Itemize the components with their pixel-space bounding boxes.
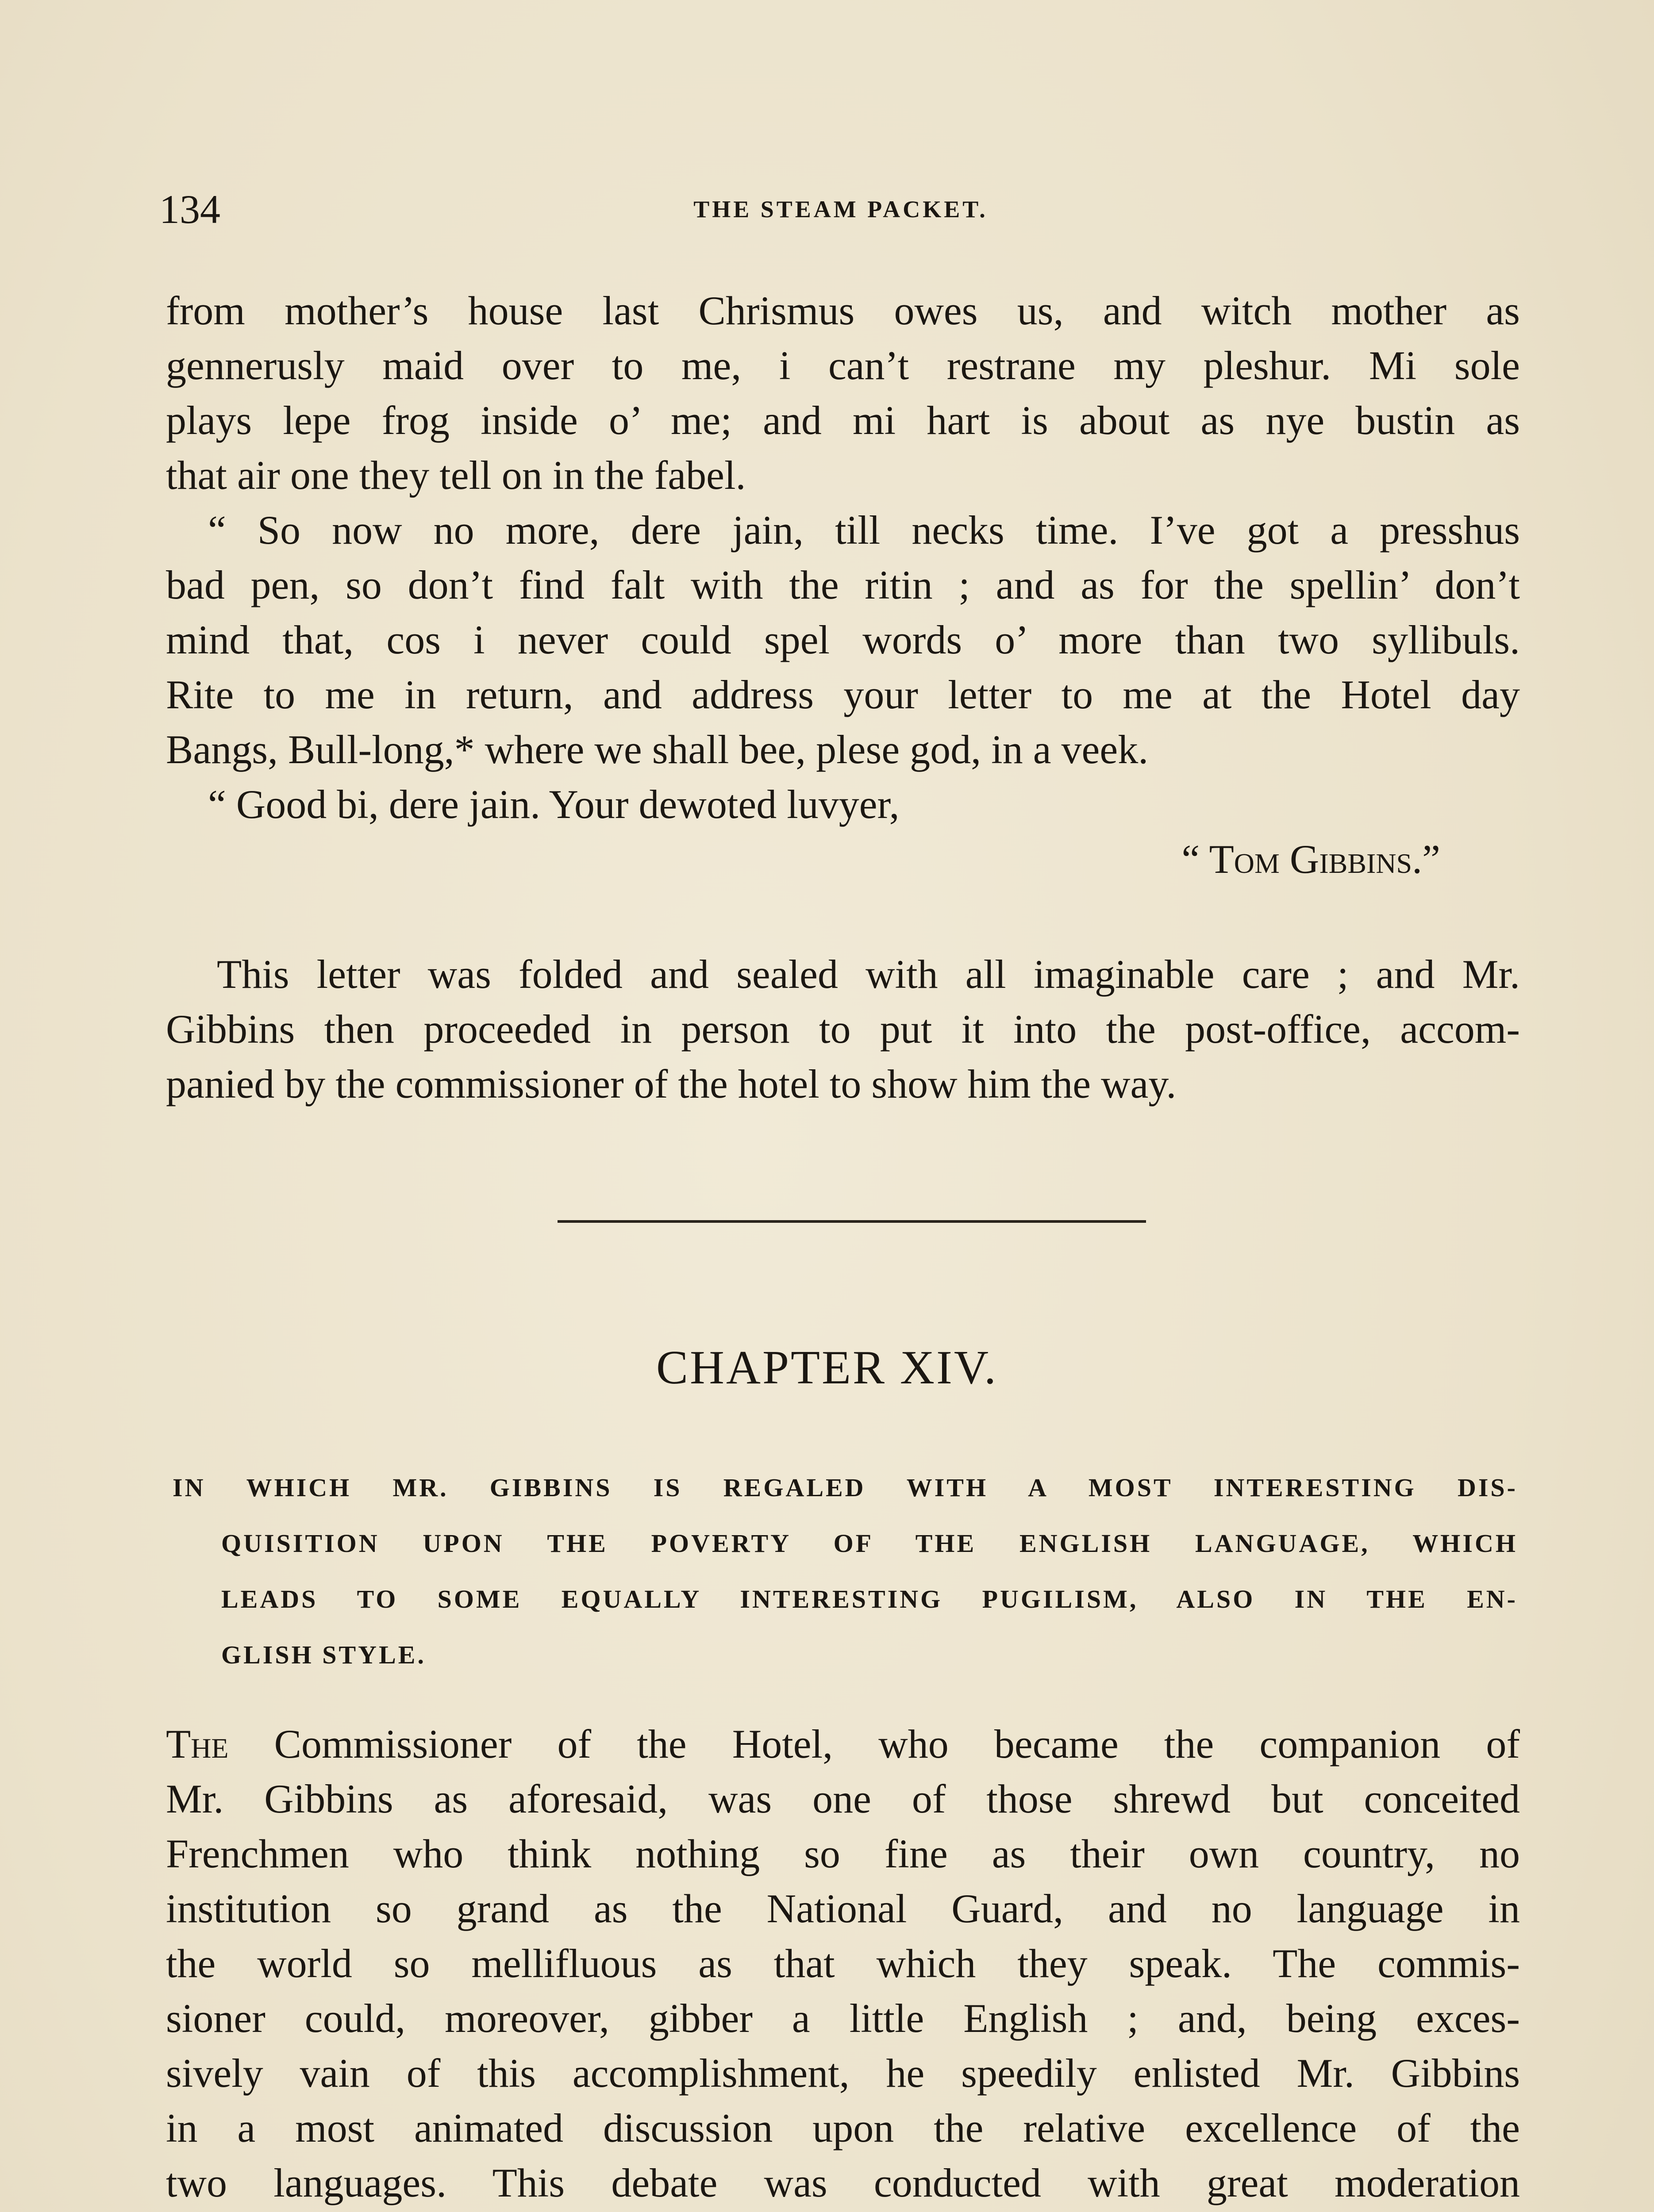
- narrative-line: Gibbins then proceeded in person to put it into the post-office, accom-: [166, 1006, 1520, 1052]
- letter-text: [166, 283, 1520, 887]
- body-line: in a most animated discussion upon the relative excellence of the: [166, 2105, 1520, 2151]
- letter-line: that air one they tell on in the fabel.: [166, 453, 746, 498]
- summary-line: LEADS TO SOME EQUALLY INTERESTING PUGILISM, ALSO IN THE EN-: [221, 1585, 1518, 1613]
- letter-signature: “ Tom Gibbins.”: [1181, 837, 1440, 882]
- letter-line: from mother’s house last Chrismus owes us, and witch mother as: [166, 288, 1520, 333]
- chapter-body: [166, 1717, 1520, 2212]
- summary-line: GLISH STYLE.: [221, 1640, 426, 1669]
- chapter-summary: [173, 1460, 1518, 1683]
- letter-line: “ Good bi, dere jain. Your dewoted luvyer,: [208, 782, 900, 827]
- narrative-line: This letter was folded and sealed with all imaginable care ; and Mr.: [217, 952, 1520, 997]
- body-line: institution so grand as the National Guard, and no language in: [166, 1886, 1520, 1931]
- summary-line: QUISITION UPON THE POVERTY OF THE ENGLISH LANGUAGE, WHICH: [221, 1529, 1518, 1558]
- letter-line: Bangs, Bull-long,* where we shall bee, plese god, in a veek.: [166, 727, 1149, 772]
- body-line: [166, 1717, 1520, 1771]
- body-line: Mr. Gibbins as aforesaid, was one of those shrewd but conceited: [166, 1776, 1520, 1821]
- narrative-paragraph: [166, 947, 1520, 1111]
- chapter-title: CHAPTER XIV.: [656, 1341, 998, 1394]
- page-header: [159, 186, 1522, 239]
- section-divider: [558, 1220, 1146, 1223]
- summary-line: IN WHICH MR. GIBBINS IS REGALED WITH A MOST INTERESTING DIS-: [173, 1473, 1518, 1502]
- letter-line: bad pen, so don’t find falt with the ritin ; and as for the spellin’ don’t: [166, 562, 1520, 607]
- body-line: sively vain of this accomplishment, he speedily enlisted Mr. Gibbins: [166, 2051, 1520, 2096]
- letter-line: Rite to me in return, and address your letter to me at the Hotel day: [166, 672, 1520, 717]
- running-head: THE STEAM PACKET.: [693, 196, 988, 223]
- letter-line: mind that, cos i never could spel words o’ more than two syllibuls.: [166, 617, 1520, 662]
- body-line: two languages. This debate was conducted with great moderation: [166, 2160, 1520, 2205]
- opening-line-text: Commissioner of the Hotel, who became the companion of: [228, 1721, 1520, 1767]
- page-number: 134: [159, 187, 220, 232]
- letter-line: gennerusly maid over to me, i can’t restrane my pleshur. Mi sole: [166, 343, 1520, 388]
- body-line: [166, 2210, 1520, 2212]
- body-line: sioner could, moreover, gibber a little English ; and, being exces-: [166, 1996, 1520, 2041]
- letter-line: plays lepe frog inside o’ me; and mi hart is about as nye bustin as: [166, 398, 1520, 443]
- narrative-line: panied by the commissioner of the hotel to show him the way.: [166, 1061, 1177, 1106]
- body-line: the world so mellifluous as that which they speak. The commis-: [166, 1941, 1520, 1986]
- letter-line: “ So now no more, dere jain, till necks time. I’ve got a presshus: [208, 507, 1520, 553]
- opening-word: The: [166, 1721, 229, 1767]
- body-line: Frenchmen who think nothing so fine as their own country, no: [166, 1831, 1520, 1876]
